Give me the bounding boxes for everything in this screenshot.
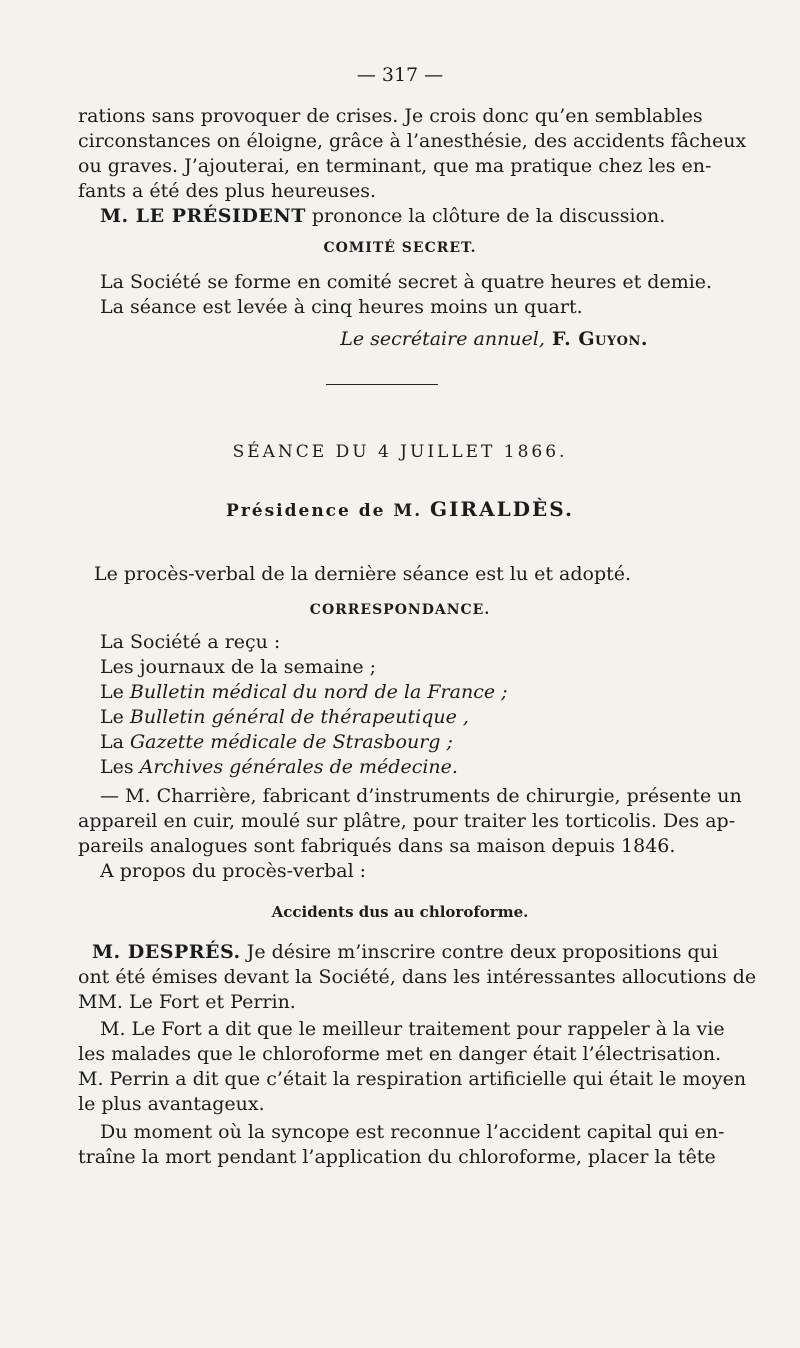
journal-item: La Gazette médicale de Strasbourg ; (100, 731, 453, 753)
text-line: pareils analogues sont fabriqués dans sa maison depuis 1846. (78, 835, 676, 857)
text-line: appareil en cuir, moulé sur plâtre, pour traiter les torticolis. Des ap- (78, 810, 736, 832)
text-line: le plus avantageux. (78, 1093, 265, 1115)
text-line: circonstances on éloigne, grâce à l’anesthésie, des accidents fâcheux (78, 130, 747, 152)
text-line: les malades que le chloroforme met en danger était l’électrisation. (78, 1043, 722, 1065)
text-line: — M. Charrière, fabricant d’instruments de chirurgie, présente un (100, 785, 742, 807)
section-heading-comite-secret: COMITÉ SECRET. (323, 240, 477, 256)
speaker-name: M. LE PRÉSIDENT (100, 205, 306, 227)
presidence-line: Présidence de M. GIRALDÈS. (226, 497, 574, 521)
journal-item: Le Bulletin général de thérapeutique , (100, 706, 469, 728)
text-line: rations sans provoquer de crises. Je crois donc qu’en semblables (78, 105, 703, 127)
president-closing: M. LE PRÉSIDENT prononce la clôture de la discussion. (100, 205, 666, 227)
journal-item: Les Archives générales de médecine. (100, 756, 458, 778)
text-line: Les journaux de la semaine ; (100, 656, 377, 678)
page-number: — 317 — (356, 64, 444, 86)
signature: Le secrétaire annuel, F. Guyon. (340, 328, 648, 350)
text-line: ont été émises devant la Société, dans les intéressantes allocutions de (78, 966, 757, 988)
text-line: La Société se forme en comité secret à quatre heures et demie. (100, 271, 713, 293)
session-title: SÉANCE DU 4 JUILLET 1866. (232, 442, 568, 462)
section-heading-accidents: Accidents dus au chloroforme. (271, 903, 529, 921)
text-line: ou graves. J’ajouterai, en terminant, que ma pratique chez les en- (78, 155, 712, 177)
speaker-name: M. DESPRÉS. (92, 941, 241, 963)
section-heading-correspondance: CORRESPONDANCE. (309, 602, 491, 618)
text-line: traîne la mort pendant l’application du chloroforme, placer la tête (78, 1146, 716, 1168)
text-line: Du moment où la syncope est reconnue l’accident capital qui en- (100, 1121, 725, 1143)
text-line: M. Perrin a dit que c’était la respiration artificielle qui était le moyen (78, 1068, 747, 1090)
text-line: La séance est levée à cinq heures moins un quart. (100, 296, 583, 318)
text-line: A propos du procès-verbal : (100, 860, 367, 882)
proces-verbal-line: Le procès-verbal de la dernière séance est lu et adopté. (94, 563, 632, 585)
journal-item: Le Bulletin médical du nord de la France ; (100, 681, 508, 703)
text-line: M. Le Fort a dit que le meilleur traitement pour rappeler à la vie (100, 1018, 725, 1040)
section-divider (326, 384, 438, 385)
text-line: fants a été des plus heureuses. (78, 180, 377, 202)
text-line: La Société a reçu : (100, 631, 281, 653)
text-line: MM. Le Fort et Perrin. (78, 991, 296, 1013)
despres-line: M. DESPRÉS. Je désire m’inscrire contre deux propositions qui (92, 941, 718, 963)
